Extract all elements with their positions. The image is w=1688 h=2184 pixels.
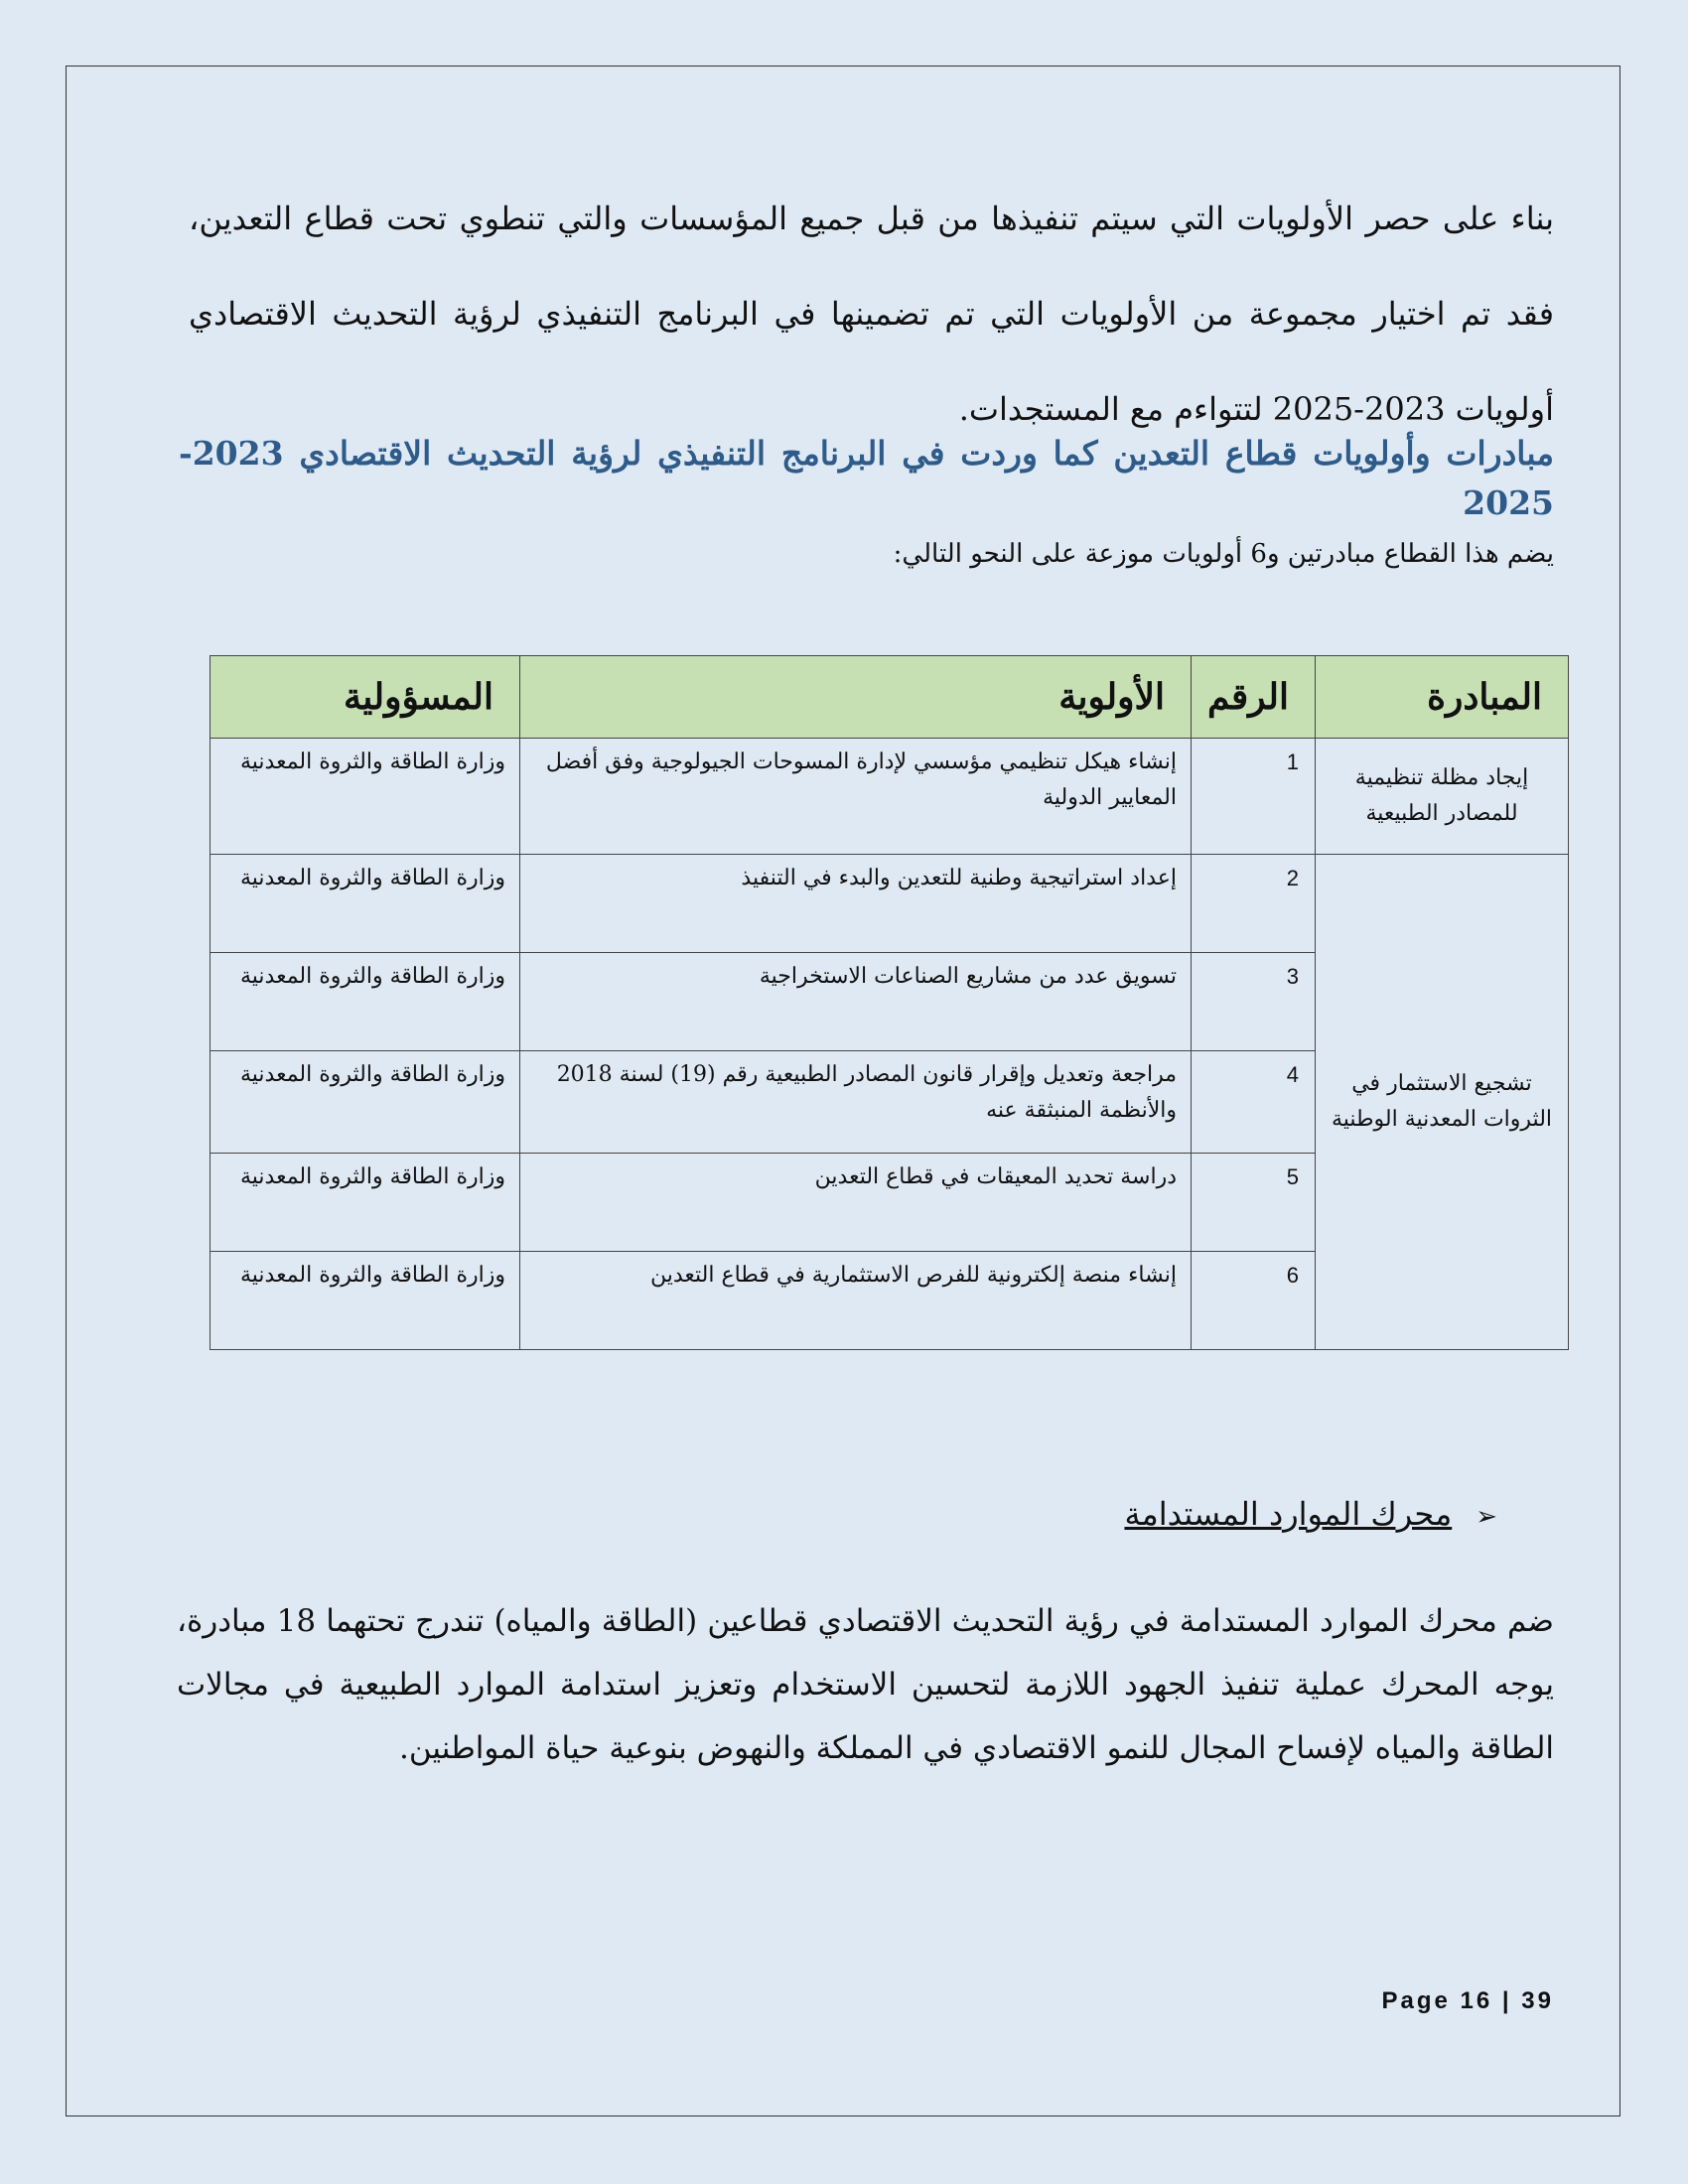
engine-paragraph: ضم محرك الموارد المستدامة في رؤية التحديث الاقتصادي قطاعين (الطاقة والمياه) تندرج تحتهما 18 مبادرة، يوجه المحرك عملية تنفيذ الجهود اللازمة لتحسين الاستخدام وتعزيز استدامة الموارد الطبيعية في مجالات الطاقة والمياه لإفساح المجال للنمو الاقتصادي في المملكة والنهوض بنوعية حياة المواطنين. — [177, 1603, 1555, 1766]
priority-cell: إنشاء هيكل تنظيمي مؤسسي لإدارة المسوحات الجيولوجية وفق أفضل المعايير الدولية — [520, 739, 1192, 855]
number-cell: 2 — [1192, 855, 1316, 953]
priority-cell: إعداد استراتيجية وطنية للتعدين والبدء في التنفيذ — [520, 855, 1192, 953]
page-footer — [1192, 1987, 1554, 2015]
page-current: 16 — [1460, 1987, 1493, 2014]
responsibility-cell: وزارة الطاقة والثروة المعدنية — [211, 1154, 520, 1252]
number-cell: 5 — [1192, 1154, 1316, 1252]
number-cell: 1 — [1192, 739, 1316, 855]
intro-paragraph: بناء على حصر الأولويات التي سيتم تنفيذها من قبل جميع المؤسسات والتي تنطوي تحت قطاع التعدين، فقد تم اختيار مجموعة من الأولويات التي تم تضمينها في البرنامج التنفيذي لرؤية التحديث الاقتصادي أولويات 2023-2025 لتتواءم مع المستجدات. — [189, 200, 1554, 428]
section-heading: مبادرات وأولويات قطاع التعدين كما وردت في البرنامج التنفيذي لرؤية التحديث الاقتصادي 2023-2025 — [179, 434, 1554, 522]
header-initiative: المبادرة — [1316, 656, 1569, 739]
page-total: 39 — [1521, 1987, 1554, 2014]
table-header-row — [211, 656, 1569, 739]
page-label: Page — [1381, 1987, 1451, 2014]
priority-cell: مراجعة وتعديل وإقرار قانون المصادر الطبيعية رقم (19) لسنة 2018 والأنظمة المنبثقة عنه — [520, 1051, 1192, 1154]
arrow-bullet-icon: ➢ — [1476, 1502, 1497, 1532]
initiative-cell: تشجيع الاستثمار في الثروات المعدنية الوطنية — [1316, 855, 1569, 1350]
table-row — [211, 855, 1569, 953]
priority-cell: إنشاء منصة إلكترونية للفرص الاستثمارية في قطاع التعدين — [520, 1252, 1192, 1350]
engine-title-label: محرك الموارد المستدامة — [1124, 1495, 1453, 1533]
header-number: الرقم — [1192, 656, 1316, 739]
priorities-table — [210, 655, 1569, 1350]
number-cell: 3 — [1192, 953, 1316, 1051]
responsibility-cell: وزارة الطاقة والثروة المعدنية — [211, 953, 520, 1051]
responsibility-cell: وزارة الطاقة والثروة المعدنية — [211, 1252, 520, 1350]
table-row — [211, 739, 1569, 855]
responsibility-cell: وزارة الطاقة والثروة المعدنية — [211, 1051, 520, 1154]
responsibility-cell: وزارة الطاقة والثروة المعدنية — [211, 855, 520, 953]
responsibility-cell: وزارة الطاقة والثروة المعدنية — [211, 739, 520, 855]
engine-title — [993, 1489, 1497, 1542]
priority-cell: دراسة تحديد المعيقات في قطاع التعدين — [520, 1154, 1192, 1252]
number-cell: 4 — [1192, 1051, 1316, 1154]
number-cell: 6 — [1192, 1252, 1316, 1350]
priority-cell: تسويق عدد من مشاريع الصناعات الاستخراجية — [520, 953, 1192, 1051]
header-responsibility: المسؤولية — [211, 656, 520, 739]
page-separator: | — [1501, 1987, 1512, 2014]
initiative-cell: إيجاد مظلة تنظيمية للمصادر الطبيعية — [1316, 739, 1569, 855]
section-note: يضم هذا القطاع مبادرتين و6 أولويات موزعة على النحو التالي: — [893, 539, 1554, 569]
header-priority: الأولوية — [520, 656, 1192, 739]
